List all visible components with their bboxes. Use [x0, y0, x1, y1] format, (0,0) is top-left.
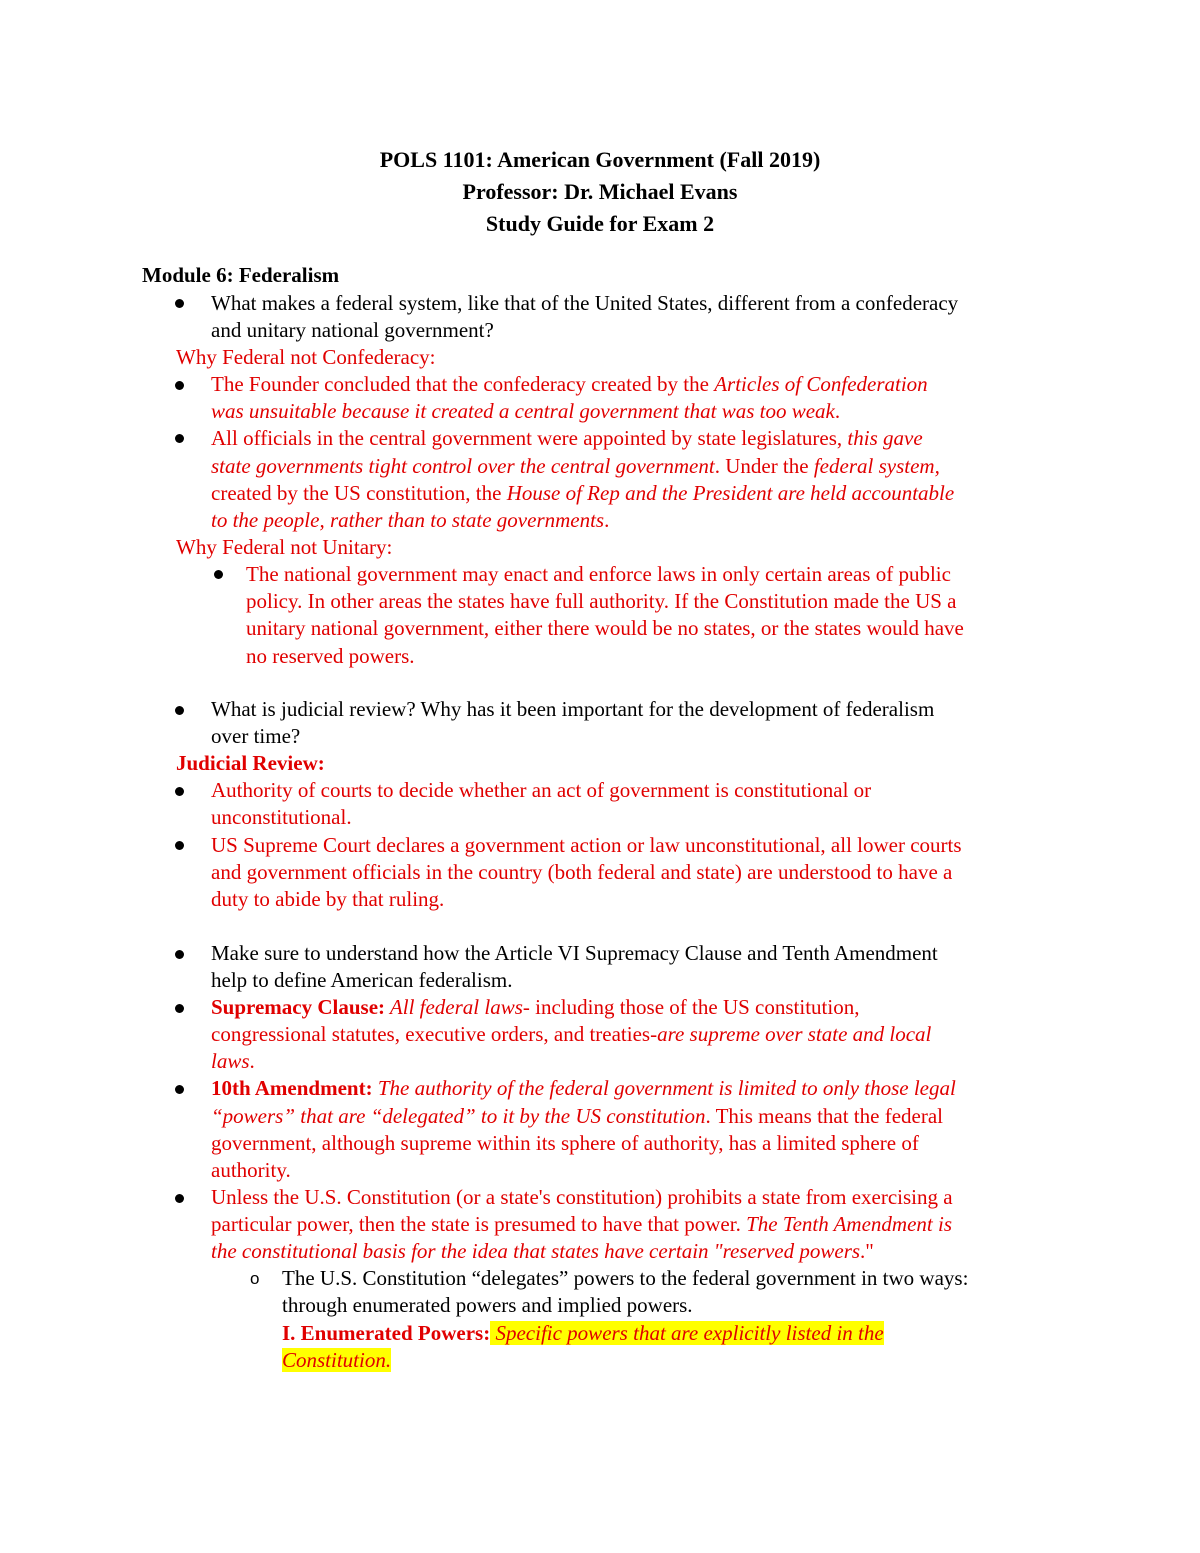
judicial-review-point-2-line-1: US Supreme Court declares a government action or law unconstitutional, all lower courts [211, 833, 962, 857]
bullet-icon [175, 1085, 184, 1094]
circle-bullet-icon: o [250, 1269, 260, 1288]
study-guide-title: Study Guide for Exam 2 [485, 211, 715, 236]
supremacy-clause-line-2: congressional statutes, executive orders, and treaties-are supreme over state and local [211, 1022, 932, 1046]
professor-line: Professor: Dr. Michael Evans [462, 179, 738, 204]
document-header [0, 144, 1200, 240]
bullet-icon [175, 841, 184, 850]
confederacy-point-2-line-3: created by the US constitution, the House of Rep and the President are held accountable [211, 481, 955, 505]
confederacy-point-2-line-1: All officials in the central government were appointed by state legislatures, this gave [211, 426, 923, 450]
bullet-icon [175, 950, 184, 959]
judicial-review-point-2-line-2: and government officials in the country (both federal and state) are understood to have a [211, 860, 953, 884]
course-title: POLS 1101: American Government (Fall 2019) [379, 147, 821, 172]
question-3-line-2: help to define American federalism. [211, 968, 513, 992]
question-1-line-1: What makes a federal system, like that of the United States, different from a confederacy [211, 291, 959, 315]
tenth-amendment-line-3: government, although supreme within its sphere of authority, has a limited sphere of [211, 1131, 919, 1155]
tenth-amendment-line-4: authority. [211, 1158, 291, 1182]
why-confederacy-heading: Why Federal not Confederacy: [176, 345, 436, 369]
bullet-icon [175, 299, 184, 308]
question-2-line-2: over time? [211, 724, 301, 748]
unitary-point-line-2: policy. In other areas the states have full authority. If the Constitution made the US a [246, 589, 957, 613]
judicial-review-heading: Judicial Review: [176, 751, 325, 775]
reserved-powers-line-2: particular power, then the state is presumed to have that power. The Tenth Amendment is [211, 1212, 952, 1236]
reserved-powers-line-1: Unless the U.S. Constitution (or a state's constitution) prohibits a state from exercising a [211, 1185, 953, 1209]
enumerated-powers-line-2: Constitution. [282, 1348, 392, 1372]
judicial-review-point-1-line-1: Authority of courts to decide whether an act of government is constitutional or [211, 778, 872, 802]
bullet-icon [175, 434, 184, 443]
bullet-icon [175, 1004, 184, 1013]
judicial-review-point-1-line-2: unconstitutional. [211, 805, 352, 829]
unitary-point-line-1: The national government may enact and enforce laws in only certain areas of public [246, 562, 951, 586]
unitary-point-line-3: unitary national government, either there would be no states, or the states would have [246, 616, 964, 640]
confederacy-point-1-line-1: The Founder concluded that the confederacy created by the Articles of Confederation [211, 372, 928, 396]
supremacy-clause-line-3: laws. [211, 1049, 255, 1073]
bullet-icon [175, 1194, 184, 1203]
bullet-icon [175, 381, 184, 390]
question-2-line-1: What is judicial review? Why has it been important for the development of federalism [211, 697, 935, 721]
bullet-icon [175, 787, 184, 796]
bullet-icon [214, 570, 223, 579]
judicial-review-point-2-line-3: duty to abide by that ruling. [211, 887, 445, 911]
delegates-line-1: The U.S. Constitution “delegates” powers to the federal government in two ways: [282, 1266, 969, 1290]
confederacy-point-2-line-2: state governments tight control over the central government. Under the federal system, [211, 454, 940, 478]
supremacy-clause-line-1: Supremacy Clause: All federal laws- including those of the US constitution, [211, 995, 860, 1019]
confederacy-point-2-line-4: to the people, rather than to state governments. [211, 508, 610, 532]
question-1-line-2: and unitary national government? [211, 318, 494, 342]
tenth-amendment-line-1: 10th Amendment: The authority of the federal government is limited to only those legal [211, 1076, 956, 1100]
module-title: Module 6: Federalism [142, 263, 340, 287]
reserved-powers-line-3: the constitutional basis for the idea that states have certain "reserved powers." [211, 1239, 874, 1263]
unitary-point-line-4: no reserved powers. [246, 644, 415, 668]
why-unitary-heading: Why Federal not Unitary: [176, 535, 393, 559]
bullet-icon [175, 706, 184, 715]
delegates-line-2: through enumerated powers and implied powers. [282, 1293, 693, 1317]
question-3-line-1: Make sure to understand how the Article VI Supremacy Clause and Tenth Amendment [211, 941, 938, 965]
enumerated-powers-line-1: I. Enumerated Powers: Specific powers that are explicitly listed in the [282, 1321, 884, 1345]
confederacy-point-1-line-2: was unsuitable because it created a central government that was too weak. [211, 399, 841, 423]
tenth-amendment-line-2: “powers” that are “delegated” to it by the US constitution. This means that the federal [211, 1104, 944, 1128]
